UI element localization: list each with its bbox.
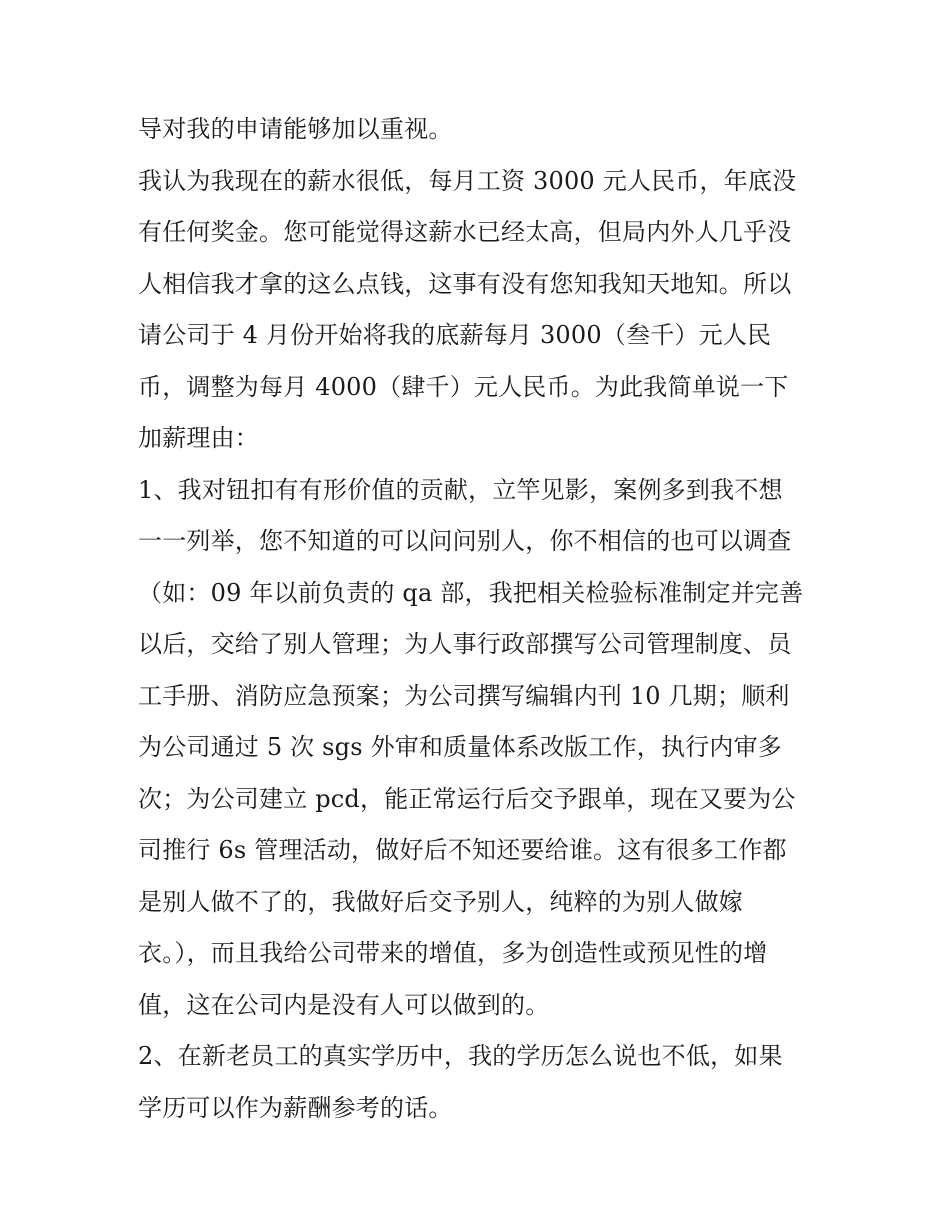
text-line: 1、我对钮扣有有形价值的贡献，立竿见影，案例多到我不想 [138,475,783,504]
text-line: 导对我的申请能够加以重视。 [138,115,453,143]
text-line: 加薪理由： [138,424,259,452]
text-line: 币，调整为每月 4000（肆千）元人民币。为此我简单说一下 [138,372,789,401]
text-line: 学历可以作为薪酬参考的话。 [138,1093,453,1122]
text-line: 我认为我现在的薪水很低，每月工资 3000 元人民币，年底没 [138,166,797,195]
text-line: 以后，交给了别人管理；为人事行政部撰写公司管理制度、员 [138,630,792,658]
text-line: 工手册、消防应急预案；为公司撰写编辑内刊 10 几期；顺利 [138,681,790,710]
text-line: 司推行 6s 管理活动，做好后不知还要给谁。这有很多工作都 [138,836,787,864]
text-line: 值，这在公司内是没有人可以做到的。 [138,990,550,1019]
text-line: 请公司于 4 月份开始将我的底薪每月 3000（叁千）元人民 [138,321,772,349]
text-line: 人相信我才拿的这么点钱，这事有没有您知我知天地知。所以 [138,269,792,298]
text-line: 衣。），而且我给公司带来的增值，多为创造性或预见性的增 [138,939,768,967]
text-line: 为公司通过 5 次 sgs 外审和质量体系改版工作，执行内审多 [138,733,782,761]
text-line: （如：09 年以前负责的 qa 部，我把相关检验标准制定并完善 [138,578,804,607]
document-body [138,104,828,1134]
text-line: 一一列举，您不知道的可以问问别人，你不相信的也可以调查 [138,527,792,555]
text-line: 次；为公司建立 pcd，能正常运行后交予跟单，现在又要为公 [138,784,796,813]
text-line: 有任何奖金。您可能觉得这薪水已经太高，但局内外人几乎没 [138,218,792,246]
text-line: 是别人做不了的，我做好后交予别人，纯粹的为别人做嫁 [138,887,743,916]
text-line: 2、在新老员工的真实学历中，我的学历怎么说也不低，如果 [138,1042,783,1070]
